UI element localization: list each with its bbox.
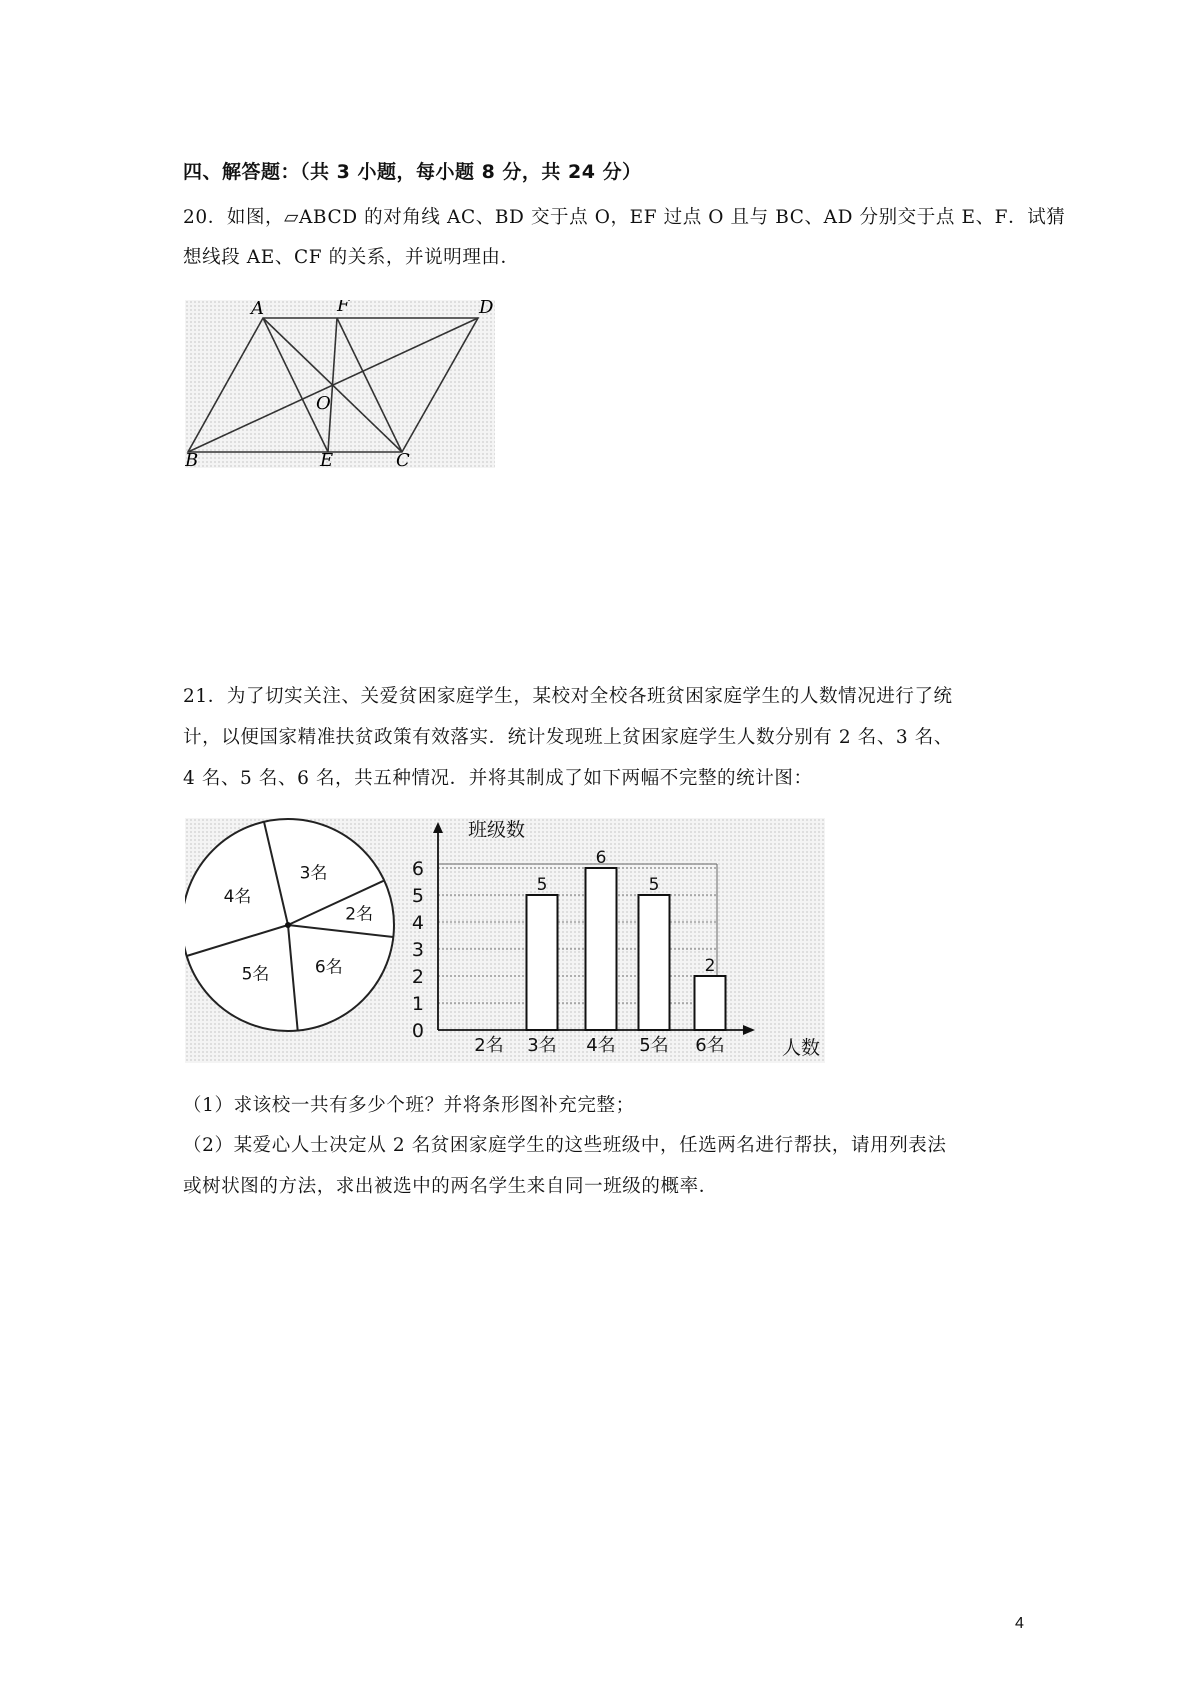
- bar-x-axis-arrow: [743, 1025, 755, 1035]
- pie-slice-label: 2名: [345, 904, 374, 925]
- point-label-e: E: [320, 450, 334, 468]
- section-heading: 四、解答题：（共 3 小题，每小题 8 分，共 24 分）: [183, 161, 642, 183]
- point-label-d: D: [479, 300, 494, 318]
- bar-x-axis-label: 人数: [782, 1037, 821, 1059]
- bar-category-label: 3名: [527, 1035, 557, 1056]
- pie-slice-label: 3名: [299, 863, 328, 884]
- pie-slice-label: 5名: [241, 964, 270, 985]
- bar-category-label: 5名: [639, 1035, 669, 1056]
- point-label-o: O: [316, 393, 331, 414]
- bar-data-label: 2: [704, 956, 716, 976]
- statistics-figure: [185, 818, 825, 1063]
- pie-slice-label: 4名: [223, 886, 252, 907]
- segment-ae: [263, 318, 328, 452]
- bar-2: [527, 895, 558, 1030]
- q21-subquestion-1: （1）求该校一共有多少个班？并将条形图补充完整；: [183, 1095, 635, 1116]
- bar-y-axis-label: 班级数: [468, 819, 526, 841]
- bar-3: [586, 868, 617, 1030]
- bar-chart: [412, 819, 820, 1059]
- bar-y-tick-label: 3: [411, 939, 424, 961]
- bar-data-label: 5: [536, 875, 548, 895]
- bar-5: [695, 976, 726, 1030]
- point-label-f: F: [337, 300, 350, 316]
- point-label-c: C: [396, 450, 410, 468]
- bar-y-tick-label: 1: [411, 993, 424, 1015]
- q21-subquestion-2-line1: （2）某爱心人士决定从 2 名贫困家庭学生的这些班级中，任选两名进行帮扶，请用列表法: [183, 1135, 947, 1156]
- point-label-b: B: [185, 450, 199, 468]
- parallelogram-figure: [185, 300, 495, 468]
- bar-category-label: 2名: [474, 1035, 504, 1056]
- q20-text-line1: 20．如图，▱ABCD 的对角线 AC、BD 交于点 O，EF 过点 O 且与 BC、AD 分别交于点 E、F．试猜: [183, 207, 1066, 228]
- bar-y-tick-label: 6: [411, 858, 424, 880]
- parallelogram-diagram: [185, 300, 495, 468]
- bar-y-tick-label: 0: [411, 1020, 424, 1042]
- segment-cf: [337, 318, 402, 452]
- bar-category-label: 4名: [586, 1035, 616, 1056]
- q21-text-line1: 21．为了切实关注、关爱贫困家庭学生，某校对全校各班贫困家庭学生的人数情况进行了统: [183, 686, 953, 707]
- bar-y-tick-label: 2: [411, 966, 424, 988]
- bar-category-label: 6名: [695, 1035, 725, 1056]
- point-label-a: A: [251, 300, 264, 319]
- statistics-charts: [185, 818, 825, 1063]
- pie-slice-label: 6名: [314, 957, 343, 978]
- pie-chart: [185, 819, 394, 1031]
- pie-center-dot: [285, 922, 291, 928]
- bar-y-axis-arrow: [433, 822, 443, 833]
- bar-y-tick-label: 5: [411, 885, 424, 907]
- segment-ef: [328, 318, 337, 452]
- page-number: 4: [1015, 1615, 1024, 1632]
- bar-4: [639, 895, 670, 1030]
- q21-subquestion-2-line2: 或树状图的方法，求出被选中的两名学生来自同一班级的概率．: [183, 1176, 718, 1197]
- bar-data-label: 5: [648, 875, 660, 895]
- bar-y-tick-label: 4: [411, 912, 424, 934]
- q21-text-line2: 计，以便国家精准扶贫政策有效落实．统计发现班上贫困家庭学生人数分别有 2 名、3 名、: [183, 727, 953, 748]
- q21-text-line3: 4 名、5 名、6 名，共五种情况．并将其制成了如下两幅不完整的统计图：: [183, 768, 813, 789]
- bar-data-label: 6: [595, 848, 607, 868]
- q20-text-line2: 想线段 AE、CF 的关系，并说明理由．: [183, 247, 520, 268]
